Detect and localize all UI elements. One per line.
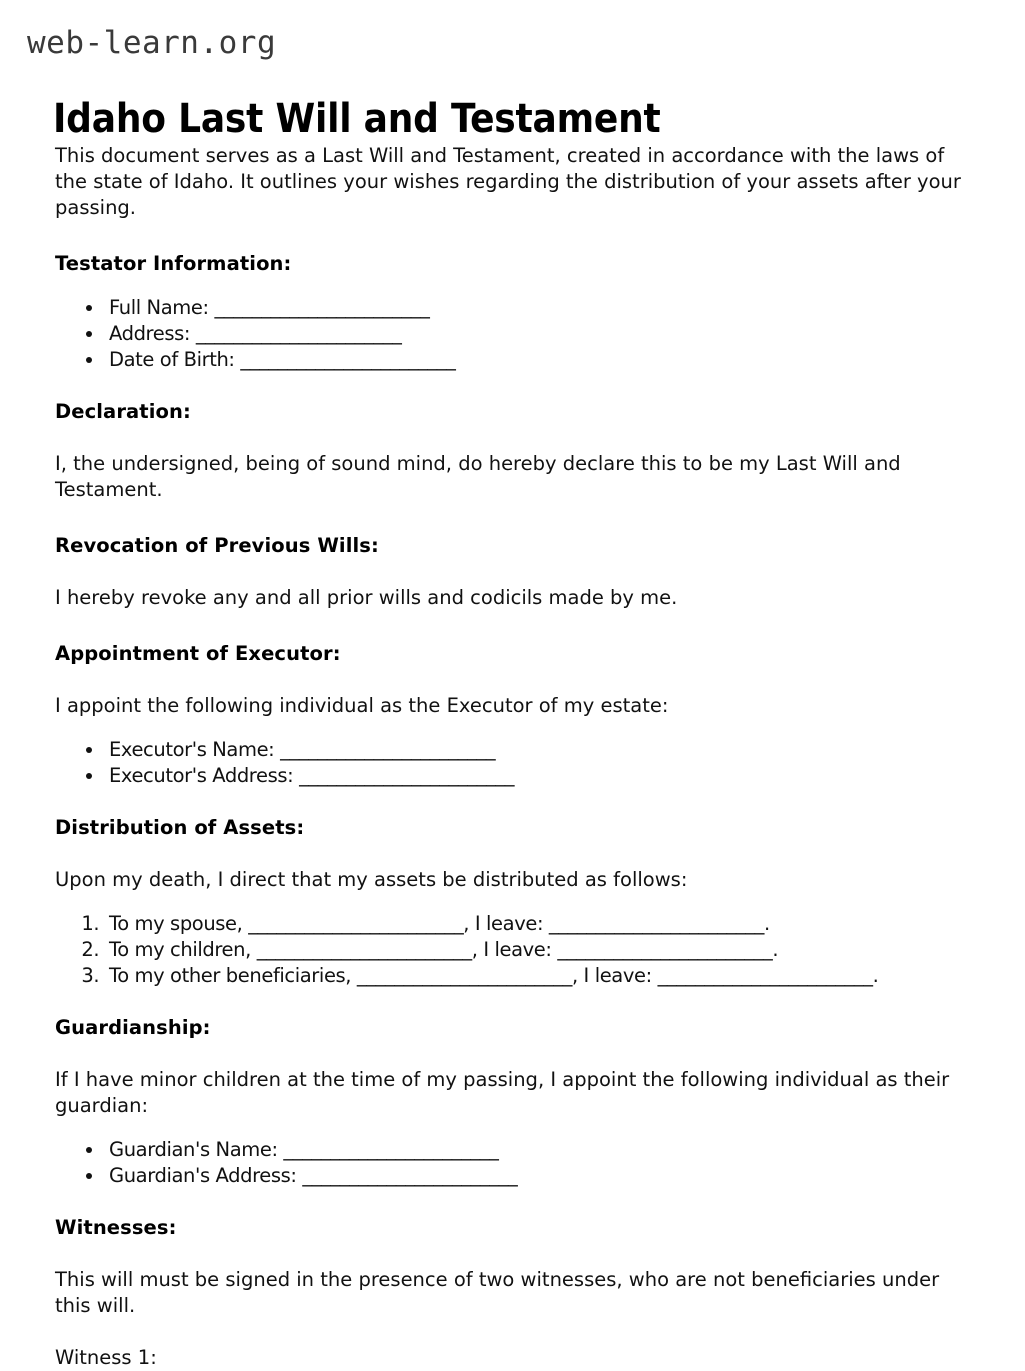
list-item: • Address: ______________________	[105, 321, 967, 347]
spacer	[55, 841, 967, 867]
spacer	[55, 1241, 967, 1267]
spacer	[55, 893, 967, 911]
guardianship-list	[55, 1137, 967, 1189]
spacer	[55, 719, 967, 737]
spacer	[55, 425, 967, 451]
intro-paragraph: This document serves as a Last Will and Testament, created in accordance with the laws of the state of Idaho. It outlines your wishes regarding the distribution of your assets after your passing.	[55, 144, 961, 219]
spacer	[55, 559, 967, 585]
spacer	[55, 1041, 967, 1067]
section-heading-revocation-of-previous-wills: Revocation of Previous Wills:	[55, 533, 379, 557]
list-item: 3. To my other beneficiaries, _______________________, I leave: _______________________.	[105, 963, 967, 989]
section-heading-guardianship: Guardianship:	[55, 1015, 211, 1039]
list-item: • Guardian's Name: _______________________	[105, 1137, 967, 1163]
spacer	[55, 1319, 967, 1345]
page-title: Idaho Last Will and Testament	[53, 95, 661, 142]
list-item: • Date of Birth: _______________________	[105, 347, 967, 373]
list-item: • Executor's Name: _______________________	[105, 737, 967, 763]
section-heading-appointment-of-executor: Appointment of Executor:	[55, 641, 341, 665]
testator-information-list	[55, 295, 967, 373]
spacer	[55, 611, 967, 641]
executor-paragraph: I appoint the following individual as the Executor of my estate:	[55, 693, 669, 717]
section-heading-declaration: Declaration:	[55, 400, 191, 424]
list-item: 2. To my children, _______________________, I leave: _______________________.	[105, 937, 967, 963]
section-heading-distribution-of-assets: Distribution of Assets:	[55, 815, 305, 839]
spacer	[55, 667, 967, 693]
spacer	[55, 1189, 967, 1215]
spacer	[55, 221, 967, 251]
list-item: • Guardian's Address: _______________________	[105, 1163, 967, 1189]
distribution-paragraph: Upon my death, I direct that my assets be distributed as follows:	[55, 867, 688, 891]
section-heading-testator-information: Testator Information:	[55, 251, 292, 275]
spacer	[55, 989, 967, 1015]
revocation-paragraph: I hereby revoke any and all prior wills and codicils made by me.	[55, 585, 678, 609]
distribution-list	[55, 911, 967, 989]
section-heading-witnesses: Witnesses:	[55, 1216, 177, 1239]
document-body	[55, 143, 967, 1371]
site-brand: web-learn.org	[27, 25, 277, 61]
spacer	[55, 789, 967, 815]
guardianship-paragraph: If I have minor children at the time of my passing, I appoint the following individual as their guardian:	[55, 1067, 950, 1117]
declaration-paragraph: I, the undersigned, being of sound mind, do hereby declare this to be my Last Will and Testament.	[55, 451, 901, 501]
spacer	[55, 1119, 967, 1137]
spacer	[55, 503, 967, 533]
spacer	[55, 277, 967, 295]
list-item: 1. To my spouse, _______________________, I leave: _______________________.	[105, 911, 967, 937]
spacer	[55, 373, 967, 399]
list-item: • Executor's Address: _______________________	[105, 763, 967, 789]
list-item: • Full Name: _______________________	[105, 295, 967, 321]
witness-1-label: Witness 1:	[55, 1345, 157, 1369]
witnesses-paragraph: This will must be signed in the presence of two witnesses, who are not beneficiaries under this will.	[55, 1267, 940, 1317]
executor-list	[55, 737, 967, 789]
